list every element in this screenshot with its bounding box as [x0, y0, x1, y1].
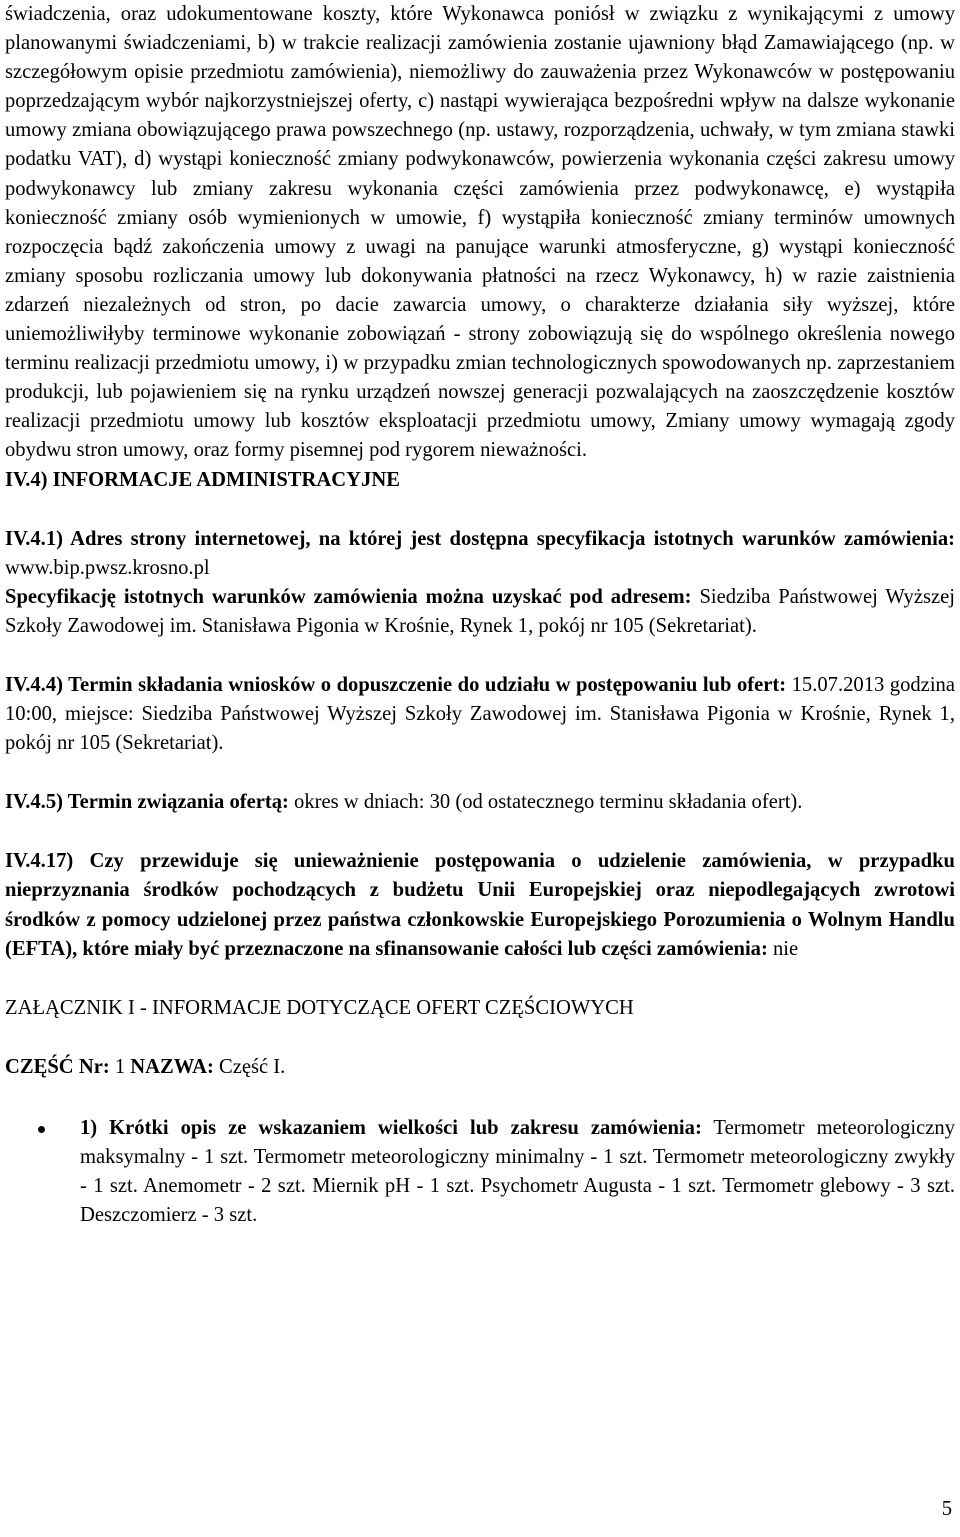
item-iv-4-4 [5, 671, 955, 758]
intro-paragraph: świadczenia, oraz udokumentowane koszty, które Wykonawca poniósł w związku z wynikającymi z umowy planowanymi świadczeniami, b) w trakcie realizacji zamówienia zostanie ujawniony błąd Zamawiającego (np. w szczegółowym opisie przedmiotu zamówienia), niemożliwy do zauważenia przez Wykonawców w postępowaniu poprzedzającym wybór najkorzystniejszej oferty, c) nastąpi wywierająca bezpośredni wpływ na dalsze wykonanie umowy zmiana obowiązującego prawa powszechnego (np. ustawy, rozporządzenia, uchwały, w tym zmiana stawki podatku VAT), d) wystąpi konieczność zmiany podwykonawców, powierzenia wykonania części zakresu umowy podwykonawcy lub zmiany zakresu wykonania części zamówienia przez podwykonawcę, e) wystąpiła konieczność zmiany osób wymienionych w umowie, f) wystąpiła konieczność zmiany terminów umownych rozpoczęcia bądź zakończenia umowy z uwagi na panujące warunki atmosferyczne, g) wystąpi konieczność zmiany sposobu rozliczania umowy lub dokonywania płatności na rzecz Wykonawcy, h) w razie zaistnienia zdarzeń niezależnych od stron, po dacie zawarcia umowy, o charakterze działania siły wyższej, które uniemożliwiłyby terminowe wykonanie zobowiązań - strony zobowiązują się do wspólnego określenia nowego terminu realizacji przedmiotu umowy, i) w przypadku zmian technologicznych spowodowanych np. zaprzestaniem produkcji, lub pojawieniem się na rynku urządzeń nowszej generacji pozwalających na zaoszczędzenie kosztów realizacji przedmiotu umowy lub kosztów eksploatacji przedmiotu umowy, Zmiany umowy wymagają zgody obydwu stron umowy, oraz formy pisemnej pod rygorem nieważności. [5, 3, 955, 462]
bullet-icon [38, 1126, 45, 1133]
list-item [5, 1114, 955, 1230]
item-iv-4-1-label: IV.4.1) Adres strony internetowej, na której jest dostępna specyfikacja istotnych warunków zamówienia: [5, 527, 955, 550]
annex-item-value: Termometr meteorologiczny maksymalny - 1 szt. Termometr meteorologiczny minimalny - 1 szt. Termometr meteorologiczny zwykły - 1 szt. Anemometr - 2 szt. Miernik pH - 1 szt. Psychometr Augusta - 1 szt. Termometr glebowy - 3 szt. Deszczomierz - 3 szt. [80, 1116, 955, 1227]
item-iv-4-17-value: nie [767, 937, 799, 960]
part-number-value: 1 [109, 1055, 131, 1078]
annex-part-line [5, 1053, 955, 1082]
spec-address-value: Siedziba Państwowej Wyższej Szkoły Zawodowej im. Stanisława Pigonia w Krośnie, Rynek 1, pokój nr 105 (Sekretariat). [5, 585, 956, 637]
document-page [5, 0, 955, 1230]
item-iv-4-5-value: okres w dniach: 30 (od ostatecznego terminu składania ofert). [288, 791, 803, 814]
annex-item-label: 1) Krótki opis ze wskazaniem wielkości lub zakresu zamówienia: [80, 1116, 702, 1139]
annex-item-list [5, 1114, 955, 1230]
item-iv-4-1 [5, 525, 955, 641]
annex-title: ZAŁĄCZNIK I - INFORMACJE DOTYCZĄCE OFERT CZĘŚCIOWYCH [5, 996, 634, 1019]
section-heading-iv4: IV.4) INFORMACJE ADMINISTRACYJNE [5, 468, 400, 491]
part-name-value: Część I. [213, 1055, 286, 1078]
spec-address-line [5, 583, 955, 641]
item-iv-4-5 [5, 788, 955, 817]
item-iv-4-4-value: 15.07.2013 godzina 10:00, miejsce: Siedziba Państwowej Wyższej Szkoły Zawodowej im. Stanisława Pigonia w Krośnie, Rynek 1, pokój nr 105 (Sekretariat). [5, 673, 955, 755]
item-iv-4-17-label: IV.4.17) Czy przewiduje się unieważnienie postępowania o udzielenie zamówienia, w przypadku nieprzyznania środków pochodzących z budżetu Unii Europejskiej oraz niepodlegających zwrotowi środków z pomocy udzielonej przez państwa członkowskie Europejskiego Porozumienia o Wolnym Handlu (EFTA), które miały być przeznaczone na sfinansowanie całości lub części zamówienia: [5, 850, 955, 960]
item-iv-4-5-label: IV.4.5) Termin związania ofertą: [5, 791, 289, 814]
page-number: 5 [941, 1498, 952, 1520]
part-number-label: CZĘŚĆ Nr: [5, 1055, 110, 1078]
item-iv-4-4-label: IV.4.4) Termin składania wniosków o dopuszczenie do udziału w postępowaniu lub ofert: [5, 673, 787, 696]
spec-address-label: Specyfikację istotnych warunków zamówienia można uzyskać pod adresem: [5, 585, 692, 608]
item-iv-4-1-line [5, 525, 955, 583]
item-iv-4-17 [5, 847, 955, 963]
part-name-label: NAZWA: [130, 1055, 214, 1078]
item-iv-4-1-value: www.bip.pwsz.krosno.pl [5, 556, 210, 579]
